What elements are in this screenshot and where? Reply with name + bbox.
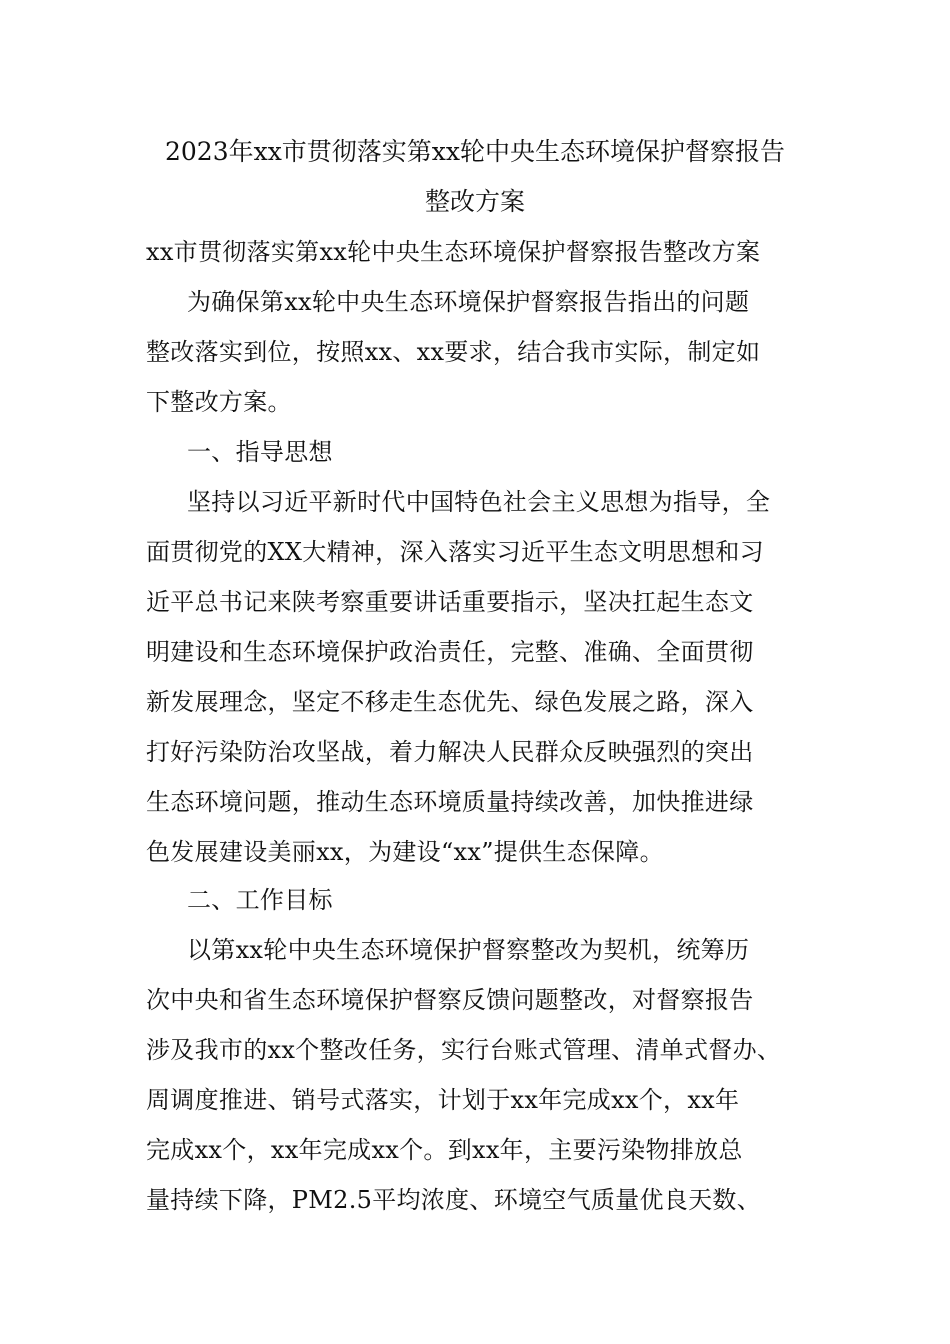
section-1-paragraph-line: 坚持以习近平新时代中国特色社会主义思想为指导，全 [187,488,771,516]
section-2-paragraph-line: 次中央和省生态环境保护督察反馈问题整改，对督察报告 [146,986,754,1014]
section-1-paragraph-line: 色发展建设美丽xx，为建设“xx”提供生态保障。 [146,838,664,866]
intro-paragraph-line: 为确保第xx轮中央生态环境保护督察报告指出的问题 [187,288,750,316]
section-2-paragraph-line: 量持续下降，PM2.5平均浓度、环境空气质量优良天数、 [146,1186,761,1214]
section-1-paragraph-line: 生态环境问题，推动生态环境质量持续改善，加快推进绿 [146,788,754,816]
section-1-heading: 一、指导思想 [187,438,333,466]
section-2-paragraph-line: 周调度推进、销号式落实，计划于xx年完成xx个，xx年 [146,1086,740,1114]
section-2-heading: 二、工作目标 [187,886,333,914]
section-1-paragraph-line: 新发展理念，坚定不移走生态优先、绿色发展之路，深入 [146,688,754,716]
document-title-line-2: 整改方案 [424,187,525,216]
section-2-paragraph-line: 涉及我市的xx个整改任务，实行台账式管理、清单式督办、 [146,1036,782,1064]
section-2-paragraph-line: 完成xx个，xx年完成xx个。到xx年，主要污染物排放总 [146,1136,743,1164]
section-2-paragraph-line: 以第xx轮中央生态环境保护督察整改为契机，统筹历 [187,936,750,964]
document-subtitle: xx市贯彻落实第xx轮中央生态环境保护督察报告整改方案 [146,238,761,266]
section-1-paragraph-line: 明建设和生态环境保护政治责任，完整、准确、全面贯彻 [146,638,754,666]
document-title-line-1: 2023年xx市贯彻落实第xx轮中央生态环境保护督察报告 [164,137,786,166]
section-1-paragraph-line: 面贯彻党的XX大精神，深入落实习近平生态文明思想和习 [146,538,764,566]
intro-paragraph-line: 整改落实到位，按照xx、xx要求，结合我市实际，制定如 [146,338,761,366]
section-1-paragraph-line: 打好污染防治攻坚战，着力解决人民群众反映强烈的突出 [146,738,754,766]
section-1-paragraph-line: 近平总书记来陕考察重要讲话重要指示，坚决扛起生态文 [146,588,754,616]
intro-paragraph-line: 下整改方案。 [146,388,292,416]
